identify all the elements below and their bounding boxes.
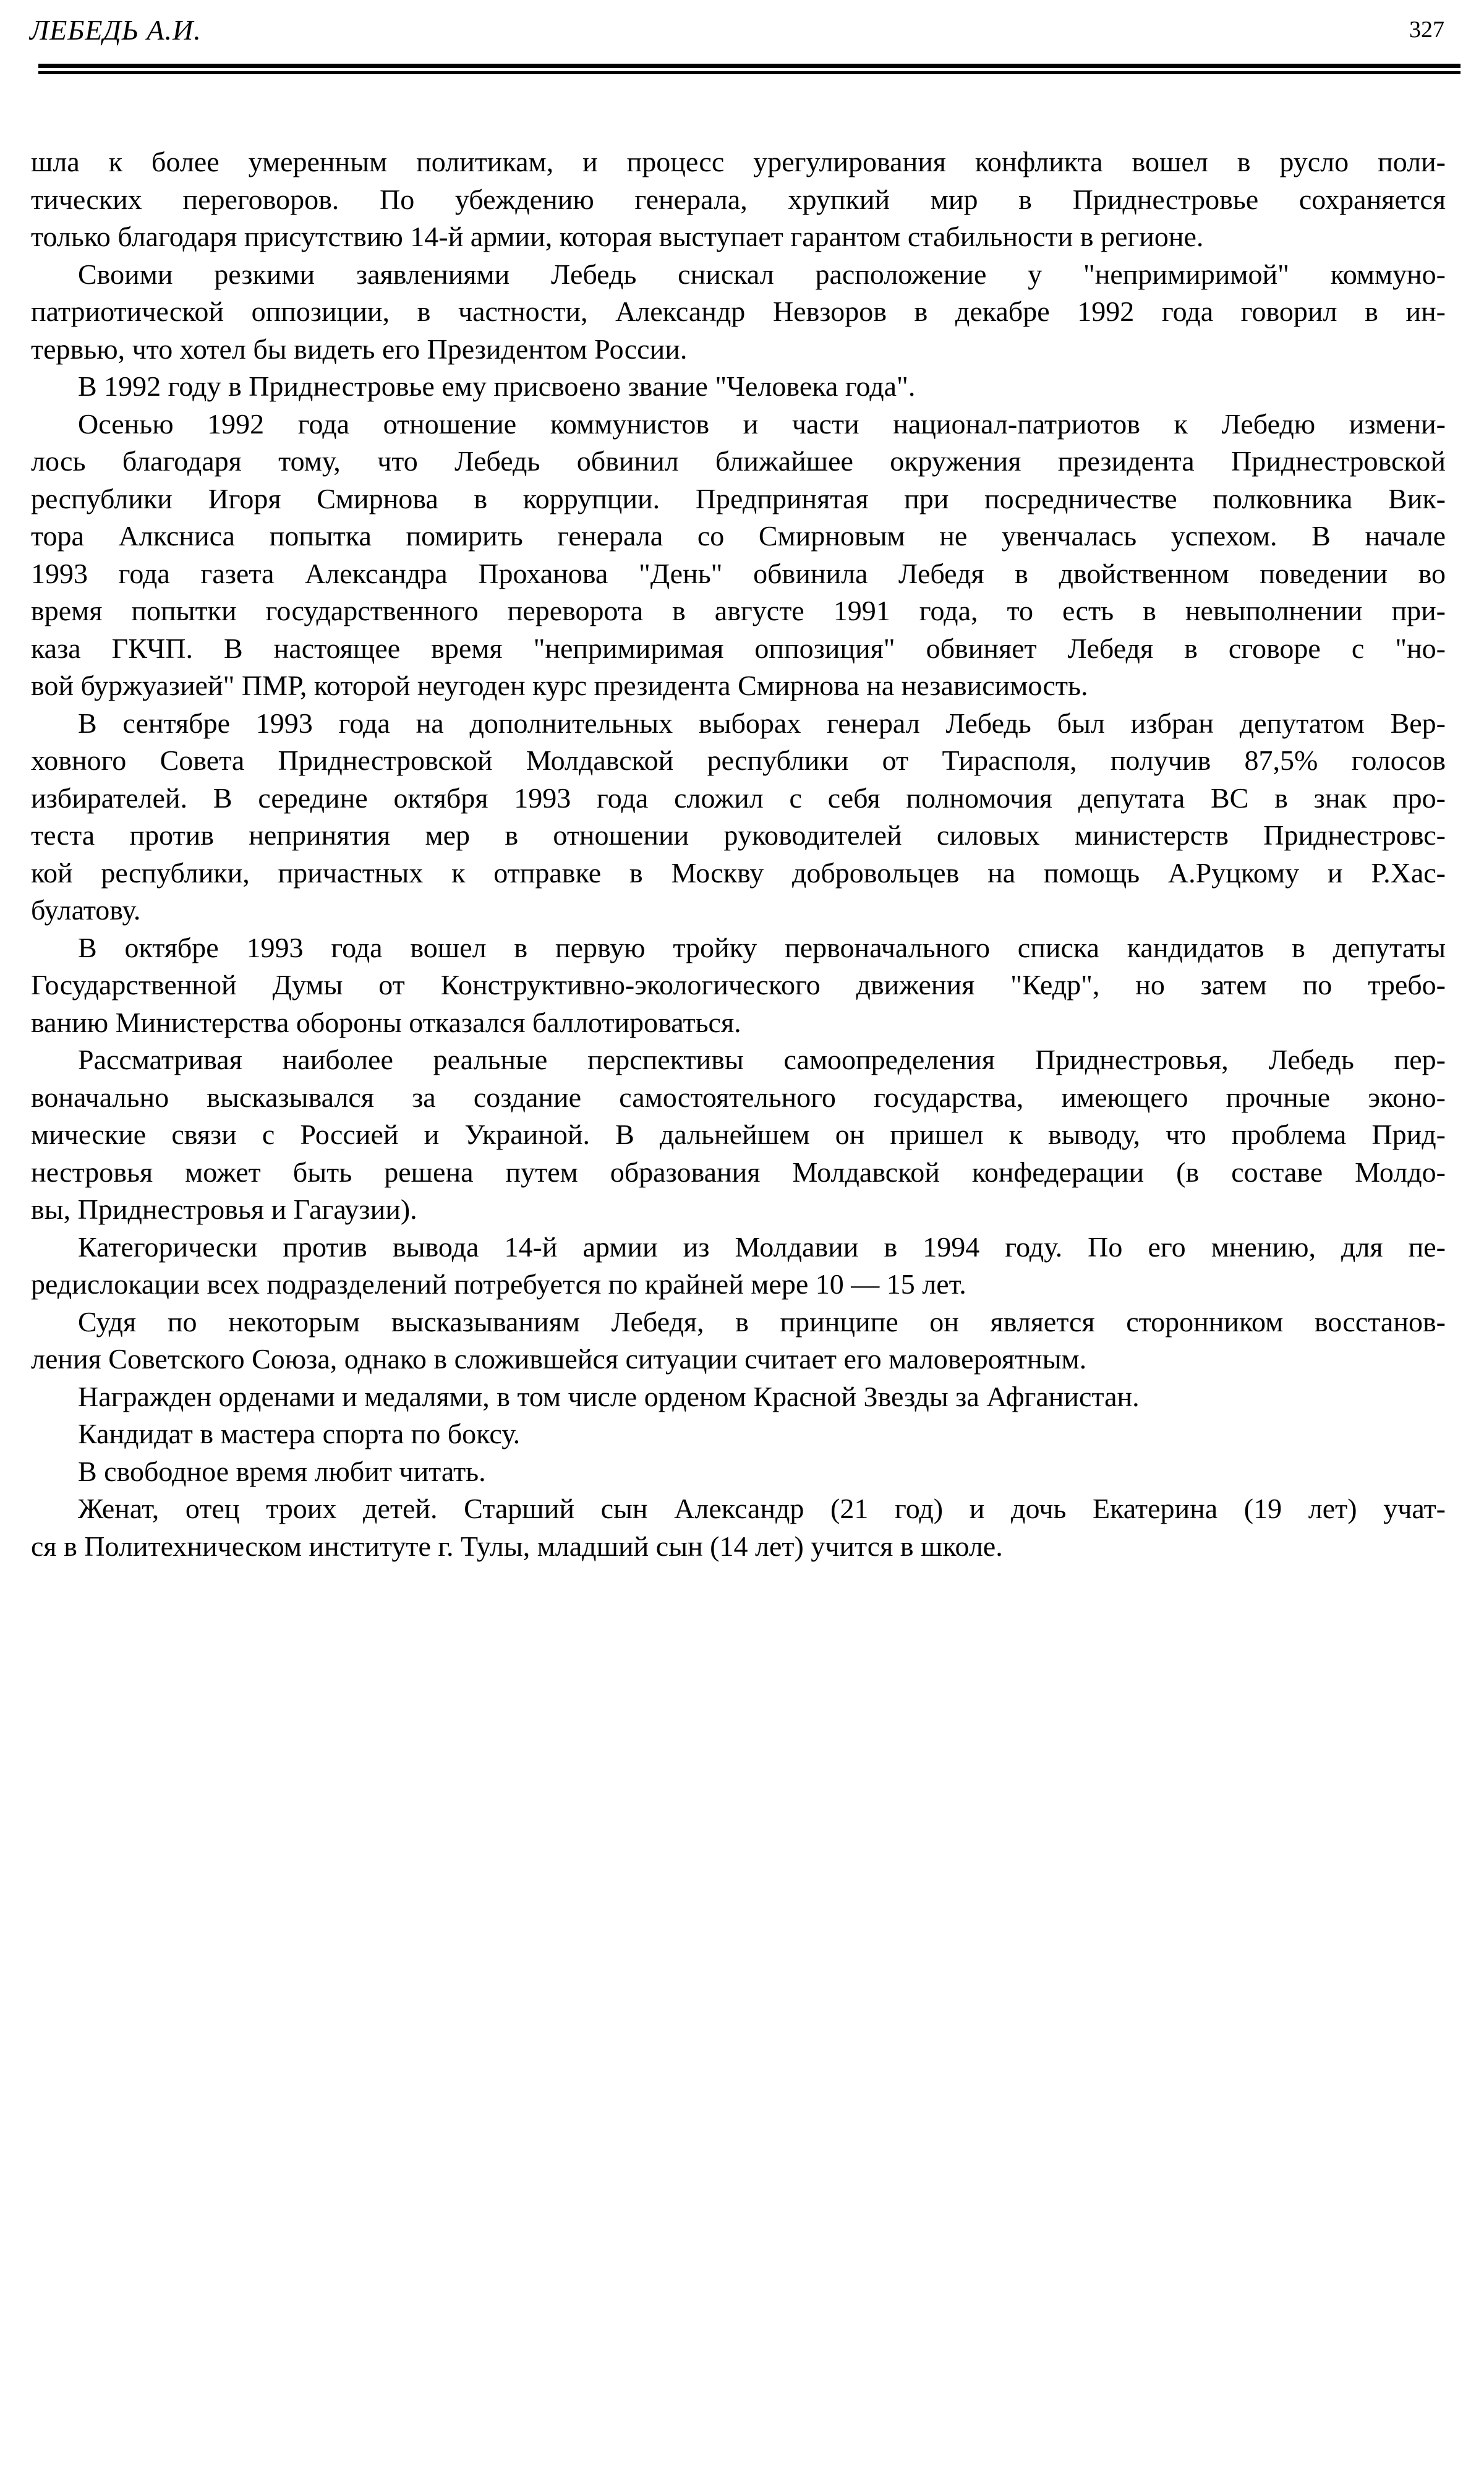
- paragraph: [31, 368, 1446, 406]
- text-line: Категорически против вывода 14-й армии из Молдавии в 1994 году. По его мнению, для пе-: [78, 1231, 1446, 1263]
- page-number: 327: [1409, 17, 1444, 43]
- text-line: ванию Министерства обороны отказался баллотироваться.: [31, 1006, 741, 1038]
- text-line: кой республики, причастных к отправке в Москву добровольцев на помощь А.Руцкому и Р.Хас-: [31, 856, 1446, 889]
- text-line: тервью, что хотел бы видеть его Президентом России.: [31, 333, 688, 365]
- text-line: В 1992 году в Приднестровье ему присвоено звание "Человека года".: [78, 370, 916, 402]
- text-line: Кандидат в мастера спорта по боксу.: [78, 1418, 521, 1449]
- paragraph: [31, 1453, 1446, 1491]
- text-line: В октябре 1993 года вошел в первую тройку первоначального списка кандидатов в депутаты: [78, 931, 1446, 963]
- text-line: В свободное время любит читать.: [78, 1455, 486, 1487]
- text-line: редислокации всех подразделений потребуется по крайней мере 10 — 15 лет.: [31, 1268, 966, 1300]
- article-body: [31, 143, 1446, 1565]
- paragraph: [31, 1041, 1446, 1229]
- paragraph: [31, 1229, 1446, 1304]
- paragraph: [31, 1490, 1446, 1565]
- text-line: В сентябре 1993 года на дополнительных выборах генерал Лебедь был избран депутатом Вер-: [78, 707, 1446, 739]
- text-line: каза ГКЧП. В настоящее время "непримиримая оппозиция" обвиняет Лебедя в сговоре с "но-: [31, 632, 1446, 664]
- paragraph: [31, 705, 1446, 929]
- text-line: мические связи с Россией и Украиной. В дальнейшем он пришел к выводу, что проблема Прид-: [31, 1119, 1446, 1150]
- paragraph: [31, 1415, 1446, 1453]
- paragraph: [31, 256, 1446, 369]
- text-line: булатову.: [31, 894, 141, 926]
- paragraph: [31, 1304, 1446, 1378]
- text-line: 1993 года газета Александра Проханова "День" обвинила Лебедя в двойственном поведении во: [31, 557, 1446, 589]
- running-header-title: ЛЕБЕДЬ А.И.: [30, 14, 202, 46]
- text-line: ления Советского Союза, однако в сложившейся ситуации считает его маловероятным.: [31, 1343, 1087, 1375]
- text-line: Женат, отец троих детей. Старший сын Александр (21 год) и дочь Екатерина (19 лет) учат-: [78, 1493, 1446, 1524]
- text-line: время попытки государственного переворота в августе 1991 года, то есть в невыполнении при-: [31, 595, 1446, 626]
- paragraph: [31, 929, 1446, 1042]
- text-line: патриотической оппозиции, в частности, Александр Невзоров в декабре 1992 года говорил в ин-: [31, 296, 1446, 327]
- paragraph: [31, 1378, 1446, 1416]
- text-line: Осенью 1992 года отношение коммунистов и части национал-патриотов к Лебедю измени-: [78, 408, 1446, 440]
- text-line: только благодаря присутствию 14-й армии, которая выступает гарантом стабильности в регионе.: [31, 221, 1204, 252]
- paragraph: [31, 406, 1446, 705]
- text-line: Своими резкими заявлениями Лебедь снискал расположение у "непримиримой" коммуно-: [78, 258, 1446, 290]
- text-line: Судя по некоторым высказываниям Лебедя, в принципе он является сторонником восстанов-: [78, 1305, 1446, 1338]
- text-line: вой буржуазией" ПМР, которой неугоден курс президента Смирнова на независимость.: [31, 670, 1088, 701]
- text-line: шла к более умеренным политикам, и процесс урегулирования конфликта вошел в русло поли-: [31, 146, 1446, 177]
- text-line: воначально высказывался за создание самостоятельного государства, имеющего прочные эконо-: [31, 1081, 1446, 1113]
- text-line: ховного Совета Приднестровской Молдавской республики от Тирасполя, получив 87,5% голосов: [31, 745, 1446, 776]
- header-rule-bottom: [38, 71, 1461, 74]
- text-line: Рассматривая наиболее реальные перспективы самоопределения Приднестровья, Лебедь пер-: [78, 1044, 1446, 1075]
- text-line: лось благодаря тому, что Лебедь обвинил ближайшее окружения президента Приднестровской: [31, 445, 1446, 477]
- text-line: ся в Политехническом институте г. Тулы, младший сын (14 лет) учится в школе.: [31, 1530, 1003, 1562]
- text-line: тических переговоров. По убеждению генерала, хрупкий мир в Приднестровье сохраняется: [31, 183, 1446, 215]
- paragraph: [31, 143, 1446, 256]
- header-rule-top: [38, 64, 1461, 68]
- text-line: теста против непринятия мер в отношении руководителей силовых министерств Приднестровс-: [31, 819, 1446, 851]
- text-line: Государственной Думы от Конструктивно-экологического движения "Кедр", но затем по требо-: [31, 969, 1446, 1001]
- text-line: тора Алксниса попытка помирить генерала со Смирновым не увенчалась успехом. В начале: [31, 520, 1446, 552]
- text-line: Награжден орденами и медалями, в том числе орденом Красной Звезды за Афганистан.: [78, 1380, 1140, 1412]
- text-line: нестровья может быть решена путем образования Молдавской конфедерации (в составе Молдо-: [31, 1156, 1446, 1188]
- text-line: избирателей. В середине октября 1993 года сложил с себя полномочия депутата ВС в знак про-: [31, 782, 1446, 814]
- text-line: вы, Приднестровья и Гагаузии).: [31, 1193, 417, 1225]
- text-line: республики Игоря Смирнова в коррупции. Предпринятая при посредничестве полковника Вик-: [31, 482, 1446, 514]
